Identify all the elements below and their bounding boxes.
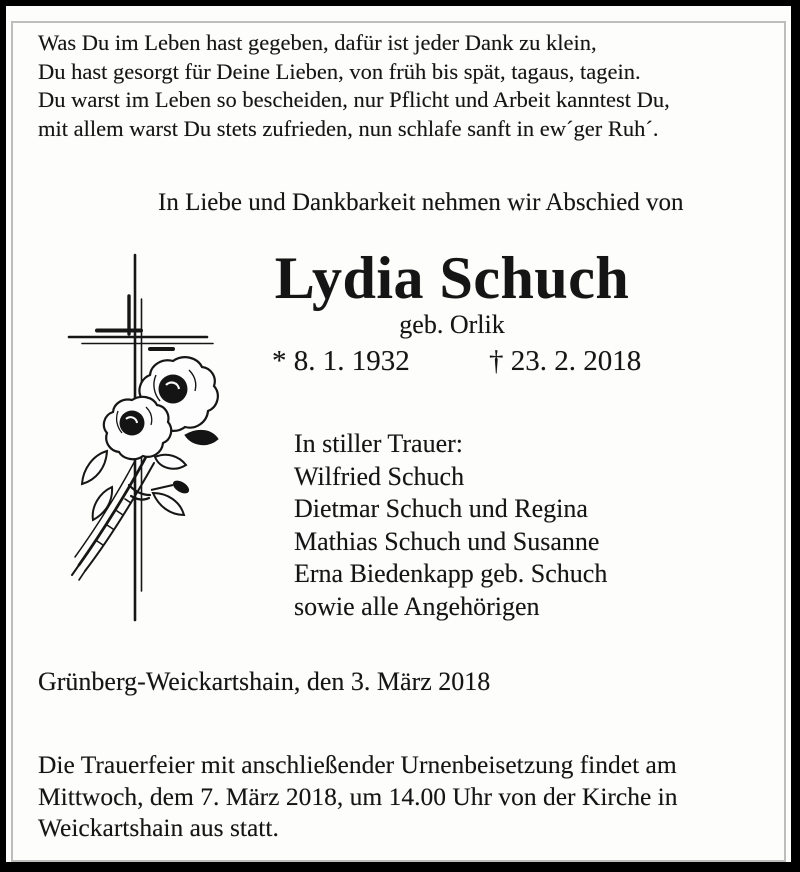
- birth-date: * 8. 1. 1932: [272, 345, 410, 377]
- mourner-name: Erna Biedenkapp geb. Schuch: [294, 559, 608, 588]
- poem-line: Du warst im Leben so bescheiden, nur Pflicht und Arbeit kanntest Du,: [38, 87, 670, 113]
- poem-line: Was Du im Leben hast gegeben, dafür ist jeder Dank zu klein,: [38, 30, 597, 55]
- farewell-intro-line: In Liebe und Dankbarkeit nehmen wir Abschied von: [158, 189, 684, 216]
- death-date: † 23. 2. 2018: [489, 345, 642, 377]
- place-date-line: Grünberg-Weickartshain, den 3. März 2018: [38, 667, 491, 696]
- maiden-name: geb. Orlik: [399, 310, 505, 339]
- memorial-poem: [38, 29, 670, 143]
- funeral-info-line: Mittwoch, dem 7. März 2018, um 14.00 Uhr von der Kirche in: [38, 781, 678, 811]
- rose-lower: [104, 397, 171, 459]
- deceased-name: Lydia Schuch: [274, 245, 630, 311]
- funeral-info-line: Weickartshain aus statt.: [38, 813, 279, 843]
- funeral-info-line: Die Trauerfeier mit anschließender Urnenbeisetzung findet am: [38, 750, 677, 779]
- mourner-name: Dietmar Schuch und Regina: [294, 494, 588, 523]
- mourner-name: Wilfried Schuch: [294, 461, 465, 491]
- mourners-list: [294, 428, 607, 623]
- poem-line: Du hast gesorgt für Deine Lieben, von früh bis spät, tagaus, tagein.: [38, 58, 641, 84]
- cross-with-roses-illustration: [55, 249, 225, 629]
- mourner-name: sowie alle Angehörigen: [294, 591, 540, 621]
- poem-line: mit allem warst Du stets zufrieden, nun schlafe sanft in ew´ger Ruh´.: [38, 115, 659, 141]
- funeral-info: [38, 749, 678, 844]
- mourner-name: Mathias Schuch und Susanne: [294, 526, 600, 556]
- mourners-heading: In stiller Trauer:: [294, 429, 463, 458]
